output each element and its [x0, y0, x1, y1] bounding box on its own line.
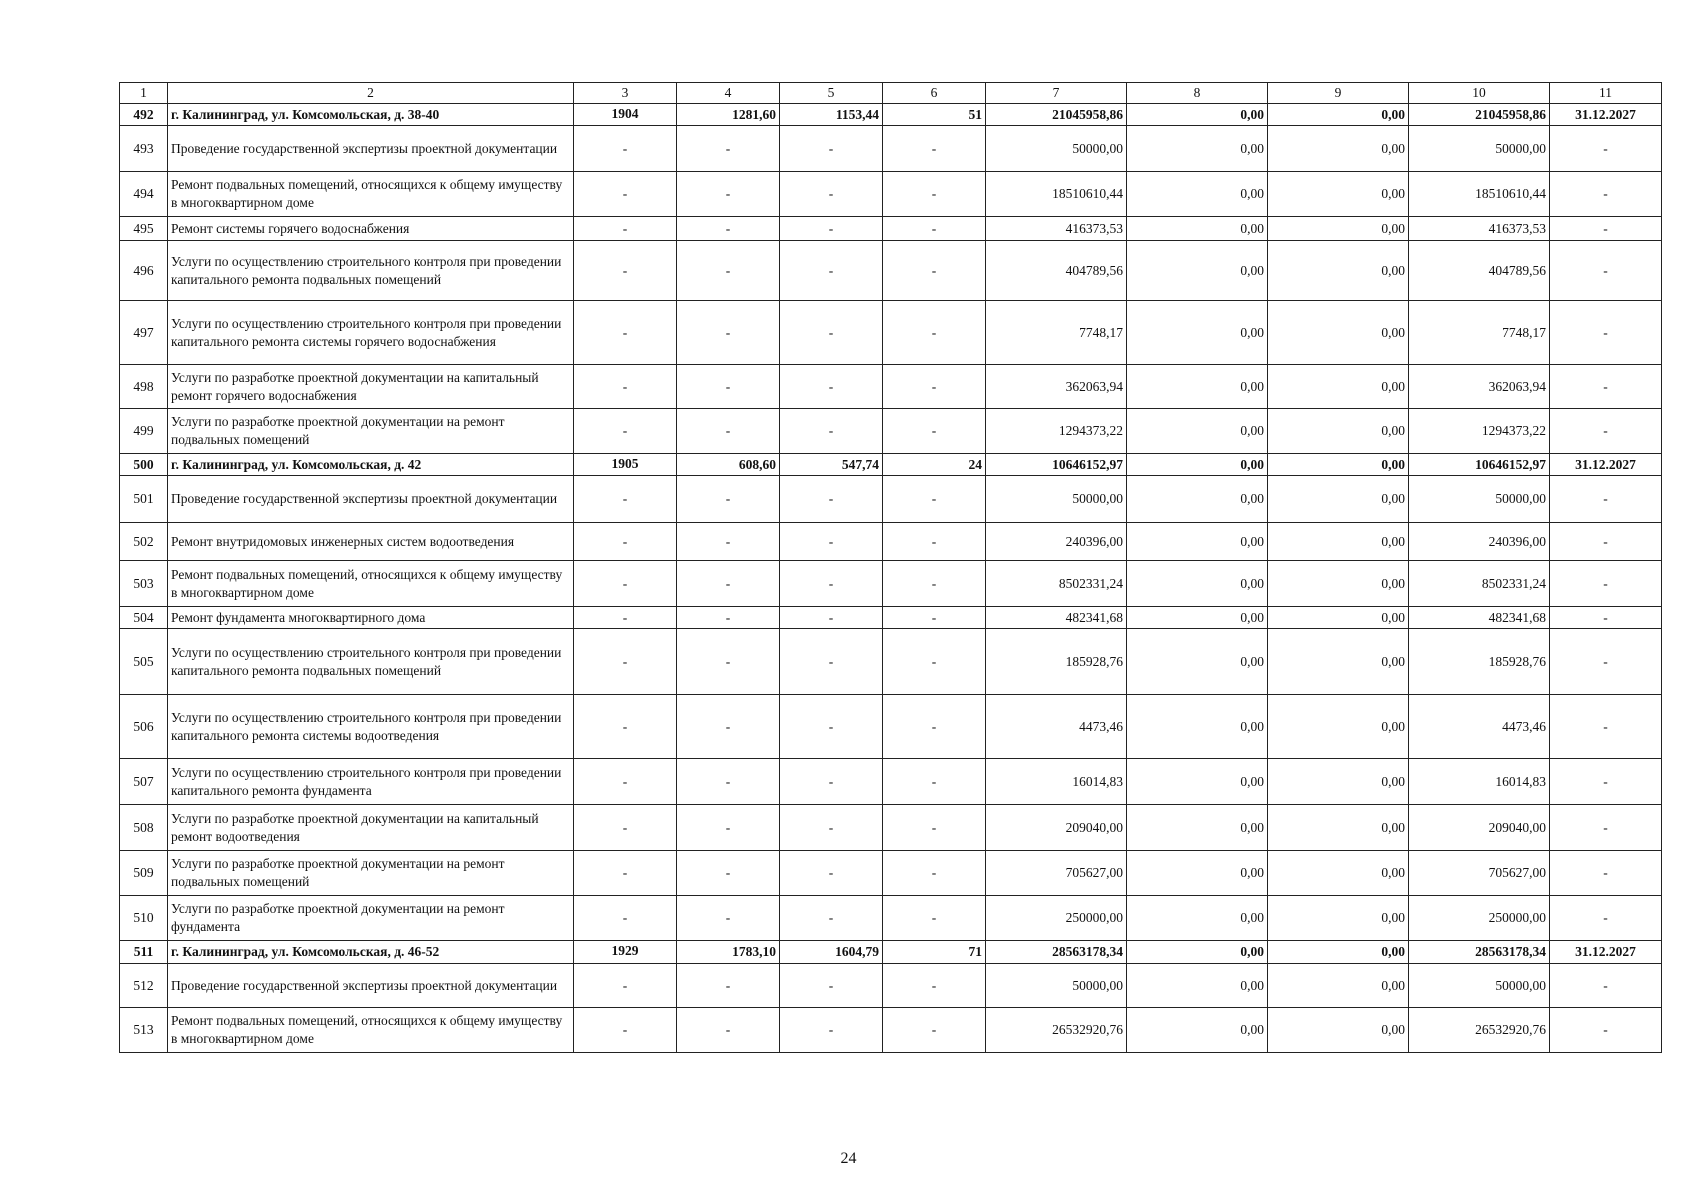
- budget-cost-cell: 0,00: [1268, 126, 1409, 172]
- residents-count-cell: 51: [883, 104, 986, 126]
- work-row: [120, 172, 1662, 217]
- owners-cost-cell: 4473,46: [1409, 695, 1550, 759]
- total-cost-cell: 16014,83: [986, 759, 1127, 805]
- total-area-cell: -: [677, 241, 780, 301]
- work-name-cell: Услуги по осуществлению строительного контроля при проведении капитального ремонта подвальных помещений: [168, 629, 574, 695]
- owners-cost-cell: 705627,00: [1409, 851, 1550, 896]
- total-area-cell: 608,60: [677, 454, 780, 476]
- row-number-cell: 512: [120, 964, 168, 1008]
- residents-count-cell: -: [883, 172, 986, 217]
- living-area-cell: -: [780, 409, 883, 454]
- page-number: 24: [840, 1150, 857, 1167]
- owners-cost-cell: 50000,00: [1409, 476, 1550, 523]
- completion-date-cell: -: [1550, 409, 1662, 454]
- completion-date-cell: -: [1550, 217, 1662, 241]
- row-number-cell: 498: [120, 365, 168, 409]
- commissioning-year-cell: -: [574, 1008, 677, 1053]
- row-number-cell: 494: [120, 172, 168, 217]
- completion-date-cell: -: [1550, 126, 1662, 172]
- total-area-cell: -: [677, 126, 780, 172]
- total-area-cell: -: [677, 476, 780, 523]
- completion-date-cell: -: [1550, 759, 1662, 805]
- row-number-cell: 507: [120, 759, 168, 805]
- total-cost-cell: 705627,00: [986, 851, 1127, 896]
- work-row: [120, 607, 1662, 629]
- work-name-cell: Услуги по разработке проектной документации на капитальный ремонт горячего водоснабжения: [168, 365, 574, 409]
- column-header: 10: [1409, 83, 1550, 104]
- commissioning-year-cell: -: [574, 365, 677, 409]
- budget-cost-cell: 0,00: [1268, 964, 1409, 1008]
- total-area-cell: -: [677, 523, 780, 561]
- living-area-cell: -: [780, 607, 883, 629]
- commissioning-year-cell: -: [574, 695, 677, 759]
- living-area-cell: 1604,79: [780, 941, 883, 964]
- living-area-cell: -: [780, 301, 883, 365]
- owners-cost-cell: 50000,00: [1409, 964, 1550, 1008]
- owners-cost-cell: 240396,00: [1409, 523, 1550, 561]
- row-number-cell: 497: [120, 301, 168, 365]
- residents-count-cell: -: [883, 409, 986, 454]
- commissioning-year-cell: -: [574, 561, 677, 607]
- commissioning-year-cell: -: [574, 851, 677, 896]
- total-cost-cell: 240396,00: [986, 523, 1127, 561]
- column-header: 9: [1268, 83, 1409, 104]
- budget-cost-cell: 0,00: [1268, 172, 1409, 217]
- residents-count-cell: -: [883, 301, 986, 365]
- budget-cost-cell: 0,00: [1268, 851, 1409, 896]
- total-area-cell: -: [677, 851, 780, 896]
- owners-cost-cell: 362063,94: [1409, 365, 1550, 409]
- capital-repair-table: [119, 82, 1662, 1053]
- row-number-cell: 510: [120, 896, 168, 941]
- completion-date-cell: -: [1550, 1008, 1662, 1053]
- work-row: [120, 523, 1662, 561]
- budget-cost-cell: 0,00: [1268, 523, 1409, 561]
- row-number-cell: 500: [120, 454, 168, 476]
- total-cost-cell: 10646152,97: [986, 454, 1127, 476]
- living-area-cell: -: [780, 964, 883, 1008]
- budget-cost-cell: 0,00: [1268, 476, 1409, 523]
- column-header: 8: [1127, 83, 1268, 104]
- commissioning-year-cell: -: [574, 126, 677, 172]
- work-name-cell: Услуги по разработке проектной документации на ремонт подвальных помещений: [168, 851, 574, 896]
- total-area-cell: -: [677, 607, 780, 629]
- work-row: [120, 629, 1662, 695]
- completion-date-cell: 31.12.2027: [1550, 941, 1662, 964]
- total-area-cell: -: [677, 1008, 780, 1053]
- work-name-cell: Ремонт системы горячего водоснабжения: [168, 217, 574, 241]
- row-number-cell: 496: [120, 241, 168, 301]
- row-number-cell: 511: [120, 941, 168, 964]
- total-cost-cell: 250000,00: [986, 896, 1127, 941]
- fund-cost-cell: 0,00: [1127, 941, 1268, 964]
- work-row: [120, 851, 1662, 896]
- owners-cost-cell: 18510610,44: [1409, 172, 1550, 217]
- work-name-cell: Ремонт фундамента многоквартирного дома: [168, 607, 574, 629]
- living-area-cell: -: [780, 695, 883, 759]
- budget-cost-cell: 0,00: [1268, 301, 1409, 365]
- work-row: [120, 1008, 1662, 1053]
- owners-cost-cell: 1294373,22: [1409, 409, 1550, 454]
- living-area-cell: 1153,44: [780, 104, 883, 126]
- completion-date-cell: -: [1550, 964, 1662, 1008]
- fund-cost-cell: 0,00: [1127, 896, 1268, 941]
- budget-cost-cell: 0,00: [1268, 805, 1409, 851]
- budget-cost-cell: 0,00: [1268, 104, 1409, 126]
- living-area-cell: -: [780, 172, 883, 217]
- work-row: [120, 409, 1662, 454]
- commissioning-year-cell: -: [574, 241, 677, 301]
- fund-cost-cell: 0,00: [1127, 454, 1268, 476]
- work-name-cell: Ремонт подвальных помещений, относящихся к общему имуществу в многоквартирном доме: [168, 1008, 574, 1053]
- total-cost-cell: 26532920,76: [986, 1008, 1127, 1053]
- residents-count-cell: -: [883, 217, 986, 241]
- owners-cost-cell: 404789,56: [1409, 241, 1550, 301]
- residents-count-cell: -: [883, 964, 986, 1008]
- total-cost-cell: 416373,53: [986, 217, 1127, 241]
- total-area-cell: 1783,10: [677, 941, 780, 964]
- budget-cost-cell: 0,00: [1268, 454, 1409, 476]
- commissioning-year-cell: 1905: [574, 454, 677, 476]
- total-area-cell: -: [677, 561, 780, 607]
- owners-cost-cell: 26532920,76: [1409, 1008, 1550, 1053]
- living-area-cell: -: [780, 805, 883, 851]
- column-header: 5: [780, 83, 883, 104]
- residents-count-cell: -: [883, 476, 986, 523]
- residents-count-cell: -: [883, 607, 986, 629]
- row-number-cell: 502: [120, 523, 168, 561]
- fund-cost-cell: 0,00: [1127, 1008, 1268, 1053]
- budget-cost-cell: 0,00: [1268, 695, 1409, 759]
- work-row: [120, 365, 1662, 409]
- work-name-cell: Услуги по осуществлению строительного контроля при проведении капитального ремонта системы водоотведения: [168, 695, 574, 759]
- commissioning-year-cell: -: [574, 409, 677, 454]
- owners-cost-cell: 50000,00: [1409, 126, 1550, 172]
- fund-cost-cell: 0,00: [1127, 523, 1268, 561]
- total-area-cell: -: [677, 409, 780, 454]
- fund-cost-cell: 0,00: [1127, 104, 1268, 126]
- column-header: 2: [168, 83, 574, 104]
- owners-cost-cell: 209040,00: [1409, 805, 1550, 851]
- fund-cost-cell: 0,00: [1127, 607, 1268, 629]
- row-number-cell: 492: [120, 104, 168, 126]
- work-name-cell: г. Калининград, ул. Комсомольская, д. 38-40: [168, 104, 574, 126]
- living-area-cell: -: [780, 126, 883, 172]
- fund-cost-cell: 0,00: [1127, 126, 1268, 172]
- completion-date-cell: -: [1550, 476, 1662, 523]
- commissioning-year-cell: -: [574, 896, 677, 941]
- living-area-cell: -: [780, 629, 883, 695]
- budget-cost-cell: 0,00: [1268, 409, 1409, 454]
- total-cost-cell: 185928,76: [986, 629, 1127, 695]
- row-number-cell: 505: [120, 629, 168, 695]
- total-cost-cell: 7748,17: [986, 301, 1127, 365]
- completion-date-cell: -: [1550, 365, 1662, 409]
- work-name-cell: Услуги по разработке проектной документации на капитальный ремонт водоотведения: [168, 805, 574, 851]
- work-name-cell: Услуги по осуществлению строительного контроля при проведении капитального ремонта системы горячего водоснабжения: [168, 301, 574, 365]
- address-row: [120, 104, 1662, 126]
- work-name-cell: Услуги по разработке проектной документации на ремонт фундамента: [168, 896, 574, 941]
- work-name-cell: Проведение государственной экспертизы проектной документации: [168, 476, 574, 523]
- address-row: [120, 454, 1662, 476]
- owners-cost-cell: 21045958,86: [1409, 104, 1550, 126]
- completion-date-cell: -: [1550, 851, 1662, 896]
- residents-count-cell: -: [883, 695, 986, 759]
- row-number-cell: 509: [120, 851, 168, 896]
- residents-count-cell: -: [883, 896, 986, 941]
- work-name-cell: Услуги по осуществлению строительного контроля при проведении капитального ремонта подвальных помещений: [168, 241, 574, 301]
- budget-cost-cell: 0,00: [1268, 629, 1409, 695]
- column-header: 3: [574, 83, 677, 104]
- row-number-cell: 495: [120, 217, 168, 241]
- work-name-cell: Ремонт подвальных помещений, относящихся к общему имуществу в многоквартирном доме: [168, 172, 574, 217]
- commissioning-year-cell: -: [574, 607, 677, 629]
- commissioning-year-cell: -: [574, 523, 677, 561]
- work-row: [120, 241, 1662, 301]
- total-area-cell: -: [677, 695, 780, 759]
- row-number-cell: 513: [120, 1008, 168, 1053]
- budget-cost-cell: 0,00: [1268, 896, 1409, 941]
- total-cost-cell: 404789,56: [986, 241, 1127, 301]
- total-area-cell: -: [677, 896, 780, 941]
- total-area-cell: -: [677, 365, 780, 409]
- work-row: [120, 476, 1662, 523]
- fund-cost-cell: 0,00: [1127, 805, 1268, 851]
- total-cost-cell: 362063,94: [986, 365, 1127, 409]
- row-number-cell: 493: [120, 126, 168, 172]
- total-area-cell: -: [677, 964, 780, 1008]
- work-row: [120, 896, 1662, 941]
- work-name-cell: г. Калининград, ул. Комсомольская, д. 46-52: [168, 941, 574, 964]
- total-cost-cell: 1294373,22: [986, 409, 1127, 454]
- owners-cost-cell: 28563178,34: [1409, 941, 1550, 964]
- total-cost-cell: 4473,46: [986, 695, 1127, 759]
- residents-count-cell: -: [883, 561, 986, 607]
- commissioning-year-cell: -: [574, 172, 677, 217]
- budget-cost-cell: 0,00: [1268, 217, 1409, 241]
- residents-count-cell: -: [883, 365, 986, 409]
- fund-cost-cell: 0,00: [1127, 365, 1268, 409]
- completion-date-cell: -: [1550, 695, 1662, 759]
- total-cost-cell: 21045958,86: [986, 104, 1127, 126]
- total-area-cell: -: [677, 805, 780, 851]
- total-area-cell: -: [677, 301, 780, 365]
- owners-cost-cell: 185928,76: [1409, 629, 1550, 695]
- budget-cost-cell: 0,00: [1268, 759, 1409, 805]
- commissioning-year-cell: -: [574, 301, 677, 365]
- budget-cost-cell: 0,00: [1268, 607, 1409, 629]
- residents-count-cell: -: [883, 126, 986, 172]
- residents-count-cell: 24: [883, 454, 986, 476]
- budget-cost-cell: 0,00: [1268, 241, 1409, 301]
- completion-date-cell: -: [1550, 805, 1662, 851]
- column-header: 6: [883, 83, 986, 104]
- total-cost-cell: 28563178,34: [986, 941, 1127, 964]
- budget-cost-cell: 0,00: [1268, 561, 1409, 607]
- row-number-cell: 508: [120, 805, 168, 851]
- total-cost-cell: 50000,00: [986, 964, 1127, 1008]
- work-name-cell: Проведение государственной экспертизы проектной документации: [168, 964, 574, 1008]
- work-row: [120, 759, 1662, 805]
- row-number-cell: 503: [120, 561, 168, 607]
- table-body: [120, 83, 1662, 1053]
- residents-count-cell: -: [883, 805, 986, 851]
- commissioning-year-cell: -: [574, 759, 677, 805]
- column-header: 4: [677, 83, 780, 104]
- fund-cost-cell: 0,00: [1127, 301, 1268, 365]
- total-cost-cell: 209040,00: [986, 805, 1127, 851]
- fund-cost-cell: 0,00: [1127, 964, 1268, 1008]
- work-name-cell: Ремонт подвальных помещений, относящихся к общему имуществу в многоквартирном доме: [168, 561, 574, 607]
- completion-date-cell: -: [1550, 561, 1662, 607]
- work-row: [120, 301, 1662, 365]
- residents-count-cell: -: [883, 241, 986, 301]
- completion-date-cell: 31.12.2027: [1550, 104, 1662, 126]
- commissioning-year-cell: -: [574, 964, 677, 1008]
- fund-cost-cell: 0,00: [1127, 695, 1268, 759]
- fund-cost-cell: 0,00: [1127, 629, 1268, 695]
- total-cost-cell: 50000,00: [986, 126, 1127, 172]
- work-row: [120, 217, 1662, 241]
- column-header: 1: [120, 83, 168, 104]
- completion-date-cell: -: [1550, 523, 1662, 561]
- owners-cost-cell: 16014,83: [1409, 759, 1550, 805]
- column-header: 11: [1550, 83, 1662, 104]
- commissioning-year-cell: -: [574, 629, 677, 695]
- row-number-cell: 499: [120, 409, 168, 454]
- owners-cost-cell: 10646152,97: [1409, 454, 1550, 476]
- living-area-cell: -: [780, 217, 883, 241]
- owners-cost-cell: 8502331,24: [1409, 561, 1550, 607]
- living-area-cell: -: [780, 476, 883, 523]
- budget-cost-cell: 0,00: [1268, 1008, 1409, 1053]
- row-number-cell: 506: [120, 695, 168, 759]
- residents-count-cell: 71: [883, 941, 986, 964]
- work-row: [120, 561, 1662, 607]
- work-row: [120, 695, 1662, 759]
- commissioning-year-cell: -: [574, 805, 677, 851]
- owners-cost-cell: 7748,17: [1409, 301, 1550, 365]
- completion-date-cell: -: [1550, 301, 1662, 365]
- total-cost-cell: 482341,68: [986, 607, 1127, 629]
- owners-cost-cell: 416373,53: [1409, 217, 1550, 241]
- work-row: [120, 126, 1662, 172]
- column-header: 7: [986, 83, 1127, 104]
- residents-count-cell: -: [883, 629, 986, 695]
- total-area-cell: -: [677, 172, 780, 217]
- completion-date-cell: -: [1550, 629, 1662, 695]
- budget-cost-cell: 0,00: [1268, 365, 1409, 409]
- work-name-cell: Услуги по осуществлению строительного контроля при проведении капитального ремонта фундамента: [168, 759, 574, 805]
- work-name-cell: Проведение государственной экспертизы проектной документации: [168, 126, 574, 172]
- owners-cost-cell: 250000,00: [1409, 896, 1550, 941]
- total-cost-cell: 8502331,24: [986, 561, 1127, 607]
- fund-cost-cell: 0,00: [1127, 476, 1268, 523]
- fund-cost-cell: 0,00: [1127, 851, 1268, 896]
- budget-cost-cell: 0,00: [1268, 941, 1409, 964]
- work-row: [120, 805, 1662, 851]
- completion-date-cell: -: [1550, 896, 1662, 941]
- total-cost-cell: 50000,00: [986, 476, 1127, 523]
- total-area-cell: -: [677, 629, 780, 695]
- living-area-cell: -: [780, 561, 883, 607]
- work-name-cell: Ремонт внутридомовых инженерных систем водоотведения: [168, 523, 574, 561]
- total-area-cell: -: [677, 217, 780, 241]
- completion-date-cell: -: [1550, 241, 1662, 301]
- commissioning-year-cell: 1929: [574, 941, 677, 964]
- commissioning-year-cell: 1904: [574, 104, 677, 126]
- residents-count-cell: -: [883, 523, 986, 561]
- fund-cost-cell: 0,00: [1127, 561, 1268, 607]
- living-area-cell: -: [780, 241, 883, 301]
- living-area-cell: -: [780, 896, 883, 941]
- work-name-cell: Услуги по разработке проектной документации на ремонт подвальных помещений: [168, 409, 574, 454]
- total-area-cell: 1281,60: [677, 104, 780, 126]
- living-area-cell: -: [780, 365, 883, 409]
- residents-count-cell: -: [883, 851, 986, 896]
- owners-cost-cell: 482341,68: [1409, 607, 1550, 629]
- living-area-cell: -: [780, 1008, 883, 1053]
- living-area-cell: 547,74: [780, 454, 883, 476]
- column-number-row: [120, 83, 1662, 104]
- address-row: [120, 941, 1662, 964]
- fund-cost-cell: 0,00: [1127, 409, 1268, 454]
- fund-cost-cell: 0,00: [1127, 217, 1268, 241]
- commissioning-year-cell: -: [574, 217, 677, 241]
- completion-date-cell: -: [1550, 607, 1662, 629]
- commissioning-year-cell: -: [574, 476, 677, 523]
- residents-count-cell: -: [883, 1008, 986, 1053]
- work-name-cell: г. Калининград, ул. Комсомольская, д. 42: [168, 454, 574, 476]
- completion-date-cell: -: [1550, 172, 1662, 217]
- residents-count-cell: -: [883, 759, 986, 805]
- fund-cost-cell: 0,00: [1127, 759, 1268, 805]
- completion-date-cell: 31.12.2027: [1550, 454, 1662, 476]
- fund-cost-cell: 0,00: [1127, 241, 1268, 301]
- total-cost-cell: 18510610,44: [986, 172, 1127, 217]
- fund-cost-cell: 0,00: [1127, 172, 1268, 217]
- total-area-cell: -: [677, 759, 780, 805]
- work-row: [120, 964, 1662, 1008]
- row-number-cell: 504: [120, 607, 168, 629]
- living-area-cell: -: [780, 523, 883, 561]
- living-area-cell: -: [780, 851, 883, 896]
- living-area-cell: -: [780, 759, 883, 805]
- row-number-cell: 501: [120, 476, 168, 523]
